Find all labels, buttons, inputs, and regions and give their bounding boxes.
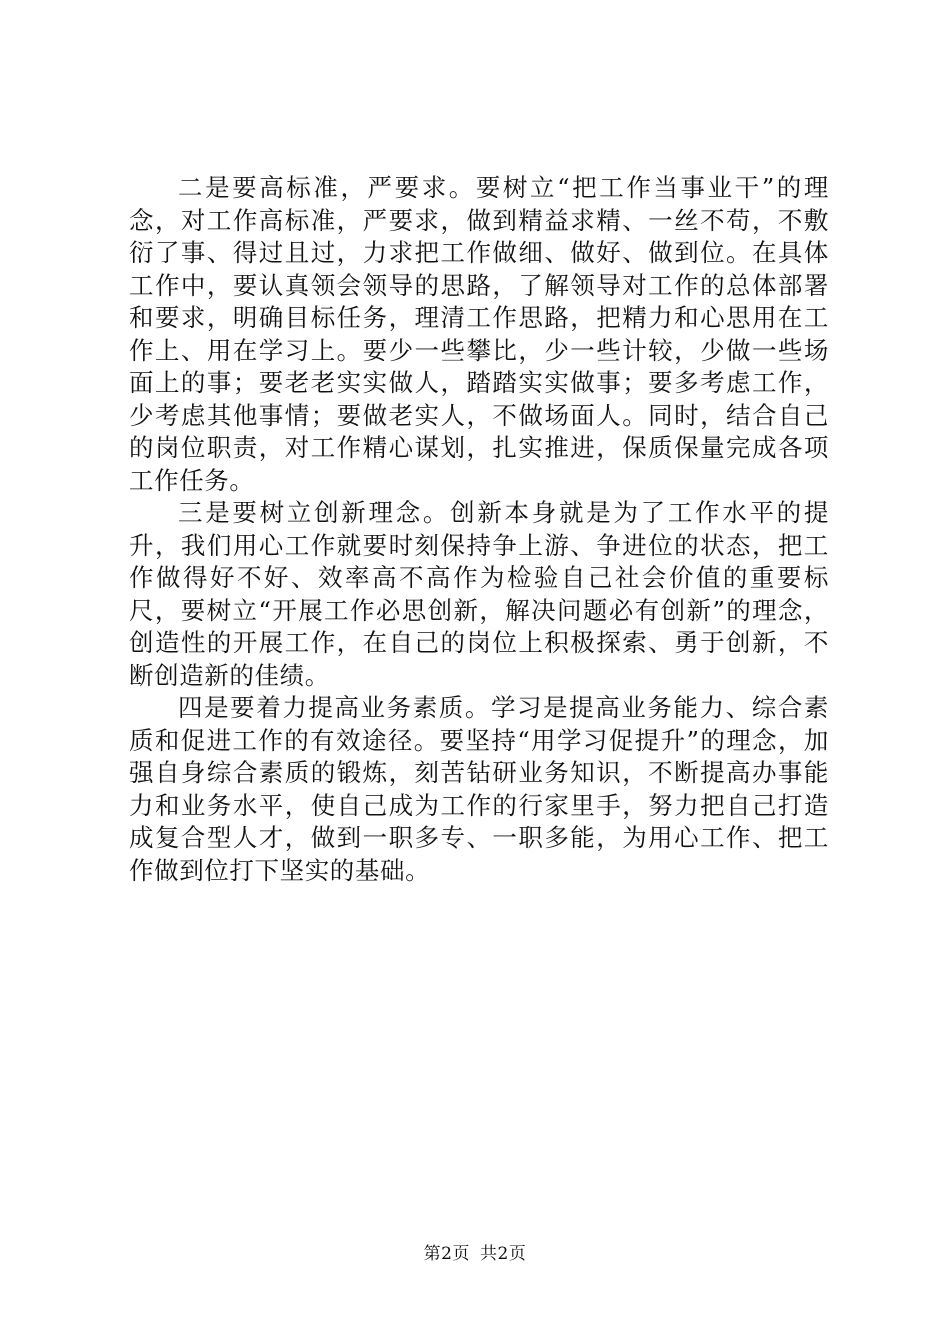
page-footer xyxy=(0,1243,950,1265)
paragraph-innovation: 三是要树立创新理念。创新本身就是为了工作水平的提升，我们用心工作就要时刻保持争上游、争进位的状态，把工作做得好不好、效率高不高作为检验自己社会价值的重要标尺，要树立“开展工作必思创新，解决问题必有创新”的理念，创造性的开展工作，在自己的岗位上积极探索、勇于创新，不断创造新的佳绩。 xyxy=(129,498,829,690)
paragraph-professional-quality: 四是要着力提高业务素质。学习是提高业务能力、综合素质和促进工作的有效途径。要坚持“用学习促提升”的理念，加强自身综合素质的锻炼，刻苦钻研业务知识，不断提高办事能力和业务水平，使自己成为工作的行家里手，努力把自己打造成复合型人才，做到一职多专、一职多能，为用心工作、把工作做到位打下坚实的基础。 xyxy=(129,693,829,885)
page-number-current: 第2页 xyxy=(423,1244,470,1264)
paragraph-quality-standards: 二是要高标准，严要求。要树立“把工作当事业干”的理念，对工作高标准，严要求，做到精益求精、一丝不苟，不敷衍了事、得过且过，力求把工作做细、做好、做到位。在具体工作中，要认真领会领导的思路，了解领导对工作的总体部署和要求，明确目标任务，理清工作思路，把精力和心思用在工作上、用在学习上。要少一些攀比，少一些计较，少做一些场面上的事；要老老实实做人，踏踏实实做事；要多考虑工作，少考虑其他事情；要做老实人，不做场面人。同时，结合自己的岗位职责，对工作精心谋划，扎实推进，保质保量完成各项工作任务。 xyxy=(129,173,829,495)
document-body xyxy=(129,172,829,887)
page-number-total: 共2页 xyxy=(480,1244,527,1264)
